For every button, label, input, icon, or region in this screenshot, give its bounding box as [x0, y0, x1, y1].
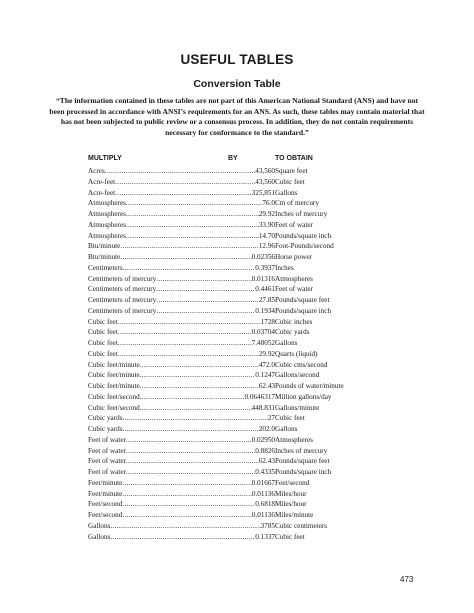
by-cell: 0.02356 [251, 253, 275, 261]
leader-cell [88, 252, 275, 263]
leader-cell [88, 295, 275, 306]
dot-leader [156, 284, 255, 295]
multiply-cell: Feet/second [88, 511, 123, 519]
multiply-cell: Feet/minute [88, 489, 123, 498]
leader-cell [88, 188, 275, 199]
multiply-cell: Atmospheres [88, 231, 126, 240]
by-cell: 0.1247 [255, 371, 275, 380]
table-row [88, 510, 378, 521]
leader-cell [88, 456, 275, 467]
multiply-cell: Feet/minute [88, 478, 123, 487]
leader-cell [88, 220, 275, 231]
leader-cell [88, 510, 275, 521]
leader-cell [88, 424, 275, 435]
to-obtain-cell: Atmospheres [275, 274, 313, 283]
to-obtain-cell: Inches of mercury [275, 446, 328, 455]
to-obtain-cell: Pounds of water/minute [275, 382, 344, 390]
multiply-cell: Centimeters of mercury [88, 296, 157, 304]
to-obtain-cell: Pounds/square inch [275, 231, 332, 240]
by-cell: 0.8826 [255, 446, 275, 455]
leader-cell [88, 403, 275, 414]
leader-cell [88, 478, 275, 489]
dot-leader [126, 456, 259, 467]
leader-cell [88, 532, 275, 543]
table-row [88, 220, 378, 231]
dot-leader [120, 241, 258, 252]
multiply-cell: Cubic feet [88, 317, 118, 326]
table-row [88, 252, 378, 263]
leader-cell [88, 263, 275, 274]
table-row [88, 284, 378, 295]
multiply-cell: Cubic feet [88, 328, 118, 337]
leader-cell [88, 435, 275, 446]
table-row [88, 231, 378, 242]
leader-cell [88, 499, 275, 510]
dot-leader [123, 424, 259, 435]
leader-cell [88, 413, 275, 424]
leader-cell [88, 209, 275, 220]
by-cell: 27 [267, 414, 275, 423]
dot-leader [118, 327, 252, 338]
to-obtain-cell: Gallons/second [275, 371, 320, 380]
leader-cell [88, 284, 275, 295]
leader-cell [88, 166, 275, 177]
table-row [88, 499, 378, 510]
multiply-cell: Cubic feet [88, 349, 118, 358]
by-cell: 472.0 [258, 360, 275, 369]
by-cell: 12.96 [258, 242, 275, 251]
multiply-cell: Acre-feet [88, 177, 116, 186]
to-obtain-cell: Cm of mercury [275, 199, 319, 208]
leader-cell [88, 349, 275, 360]
by-cell: 0.0646317 [244, 392, 275, 401]
page-number: 473 [400, 575, 414, 584]
to-obtain-cell: Cubic yards [275, 328, 310, 337]
to-obtain-cell: Quarts (liquid) [275, 349, 318, 358]
table-row [88, 521, 378, 532]
multiply-cell: Cubic yards [88, 414, 123, 423]
by-cell: 14.70 [258, 231, 275, 240]
table-row [88, 263, 378, 274]
to-obtain-cell: Atmospheres [275, 435, 313, 444]
table-row [88, 435, 378, 446]
leader-cell [88, 489, 275, 500]
by-cell: 76.0 [262, 199, 275, 208]
to-obtain-cell: Feet/second [275, 478, 310, 487]
table-row [88, 241, 378, 252]
dot-leader [118, 349, 259, 360]
dot-leader [140, 370, 256, 381]
by-cell: 0.01136 [251, 511, 275, 519]
table-row [88, 456, 378, 467]
leader-cell [88, 306, 275, 317]
by-cell: 202.0 [258, 425, 275, 433]
leader-cell [88, 177, 275, 188]
header-to-obtain: TO OBTAIN [275, 155, 313, 162]
dot-leader [122, 510, 252, 521]
dot-leader [126, 220, 259, 231]
dot-leader [122, 489, 252, 500]
multiply-cell: Feet of water [88, 468, 126, 476]
by-cell: 29.92 [258, 210, 275, 218]
by-cell: 29.92 [258, 349, 275, 358]
to-obtain-cell: Feet of water [275, 220, 313, 229]
multiply-cell: Feet of water [88, 435, 126, 444]
by-cell: 0.1337 [255, 532, 275, 541]
table-row [88, 489, 378, 500]
table-row [88, 295, 378, 306]
leader-cell [88, 446, 275, 457]
table-row [88, 306, 378, 317]
table-row [88, 177, 378, 188]
by-cell: 0.01316 [251, 274, 275, 283]
to-obtain-cell: Gallons [275, 425, 298, 433]
leader-cell [88, 467, 275, 478]
multiply-cell: Gallons [88, 532, 111, 541]
table-row [88, 338, 378, 349]
dot-leader [140, 392, 245, 403]
multiply-cell: Acre-feet [88, 188, 116, 197]
multiply-cell: Centimeters of mercury [88, 306, 157, 315]
table-row [88, 532, 378, 543]
to-obtain-cell: Pounds/square feet [275, 457, 330, 466]
dot-leader [123, 263, 256, 274]
by-cell: 0.3937 [255, 263, 275, 272]
dot-leader [105, 166, 255, 177]
table-row [88, 188, 378, 199]
to-obtain-cell: Million gallons/day [275, 392, 332, 401]
by-cell: 0.02950 [251, 435, 275, 444]
dot-leader [118, 317, 261, 328]
by-cell: 0.6818 [255, 500, 275, 509]
table-row [88, 317, 378, 328]
to-obtain-cell: Gallons [275, 188, 298, 197]
leader-cell [88, 327, 275, 338]
table-row [88, 274, 378, 285]
dot-leader [123, 413, 268, 424]
table-row [88, 166, 378, 177]
dot-leader [126, 209, 259, 220]
by-cell: 43,560 [255, 167, 275, 175]
dot-leader [115, 188, 252, 199]
disclaimer-notice: “The information contained in these tables are not part of this American National Standard (ANS) and have not been processed in accordance with ANSI’s requirements for an ANS. As such, these tables may contain material that has not been subjected to public review or a consensus process. In addition, they do not contain requirements necessary for conformance to the standard.” [49, 96, 425, 137]
dot-leader [126, 435, 252, 446]
to-obtain-cell: Foot-Pounds/second [275, 242, 334, 251]
dot-leader [140, 360, 259, 371]
to-obtain-cell: Horse power [275, 253, 312, 261]
dot-leader [122, 499, 255, 510]
leader-cell [88, 231, 275, 242]
leader-cell [88, 521, 275, 532]
to-obtain-cell: Cubic feet [275, 177, 305, 186]
by-cell: 0.4461 [255, 285, 275, 294]
multiply-cell: Cubic feet/second [88, 392, 140, 401]
header-by: BY [228, 155, 238, 162]
multiply-cell: Centimeters [88, 263, 123, 272]
dot-leader [156, 306, 255, 317]
by-cell: 325,851 [251, 188, 275, 197]
to-obtain-cell: Cubic cms/second [275, 360, 328, 369]
header-multiply: MULTIPLY [88, 155, 122, 162]
leader-cell [88, 392, 275, 403]
leader-cell [88, 370, 275, 381]
multiply-cell: Feet/second [88, 500, 123, 509]
multiply-cell: Cubic feet [88, 339, 118, 347]
dot-leader [156, 295, 259, 306]
by-cell: 27.85 [258, 296, 275, 304]
multiply-cell: Atmospheres [88, 220, 126, 229]
to-obtain-cell: Gallons [275, 339, 298, 347]
by-cell: 62.43 [258, 457, 275, 466]
multiply-cell: Cubic feet/minute [88, 360, 140, 369]
to-obtain-cell: Cubic centimeters [275, 521, 328, 530]
dot-leader [120, 252, 251, 263]
to-obtain-cell: Miles/hour [275, 489, 307, 498]
multiply-cell: Acres [88, 167, 105, 175]
table-row [88, 370, 378, 381]
by-cell: 43,560 [255, 177, 275, 186]
multiply-cell: Btu/minute [88, 253, 121, 261]
leader-cell [88, 241, 275, 252]
table-row [88, 467, 378, 478]
multiply-cell: Feet of water [88, 457, 126, 466]
to-obtain-cell: Gallons/minute [275, 403, 320, 412]
by-cell: 7.48052 [251, 339, 275, 347]
table-row [88, 209, 378, 220]
page-title: USEFUL TABLES [180, 52, 294, 67]
to-obtain-cell: Miles/hour [275, 500, 307, 509]
table-row [88, 413, 378, 424]
conversion-table [88, 166, 378, 542]
by-cell: 448.831 [251, 403, 275, 412]
dot-leader [140, 403, 252, 414]
leader-cell [88, 360, 275, 371]
dot-leader [126, 446, 255, 457]
to-obtain-cell: Pounds/square feet [275, 296, 330, 304]
by-cell: 1728 [260, 317, 275, 326]
table-row [88, 360, 378, 371]
to-obtain-cell: Inches [275, 263, 294, 272]
multiply-cell: Cubic feet/minute [88, 371, 140, 380]
leader-cell [88, 317, 275, 328]
dot-leader [140, 381, 259, 392]
by-cell: 0.01667 [251, 478, 275, 487]
table-row [88, 446, 378, 457]
to-obtain-cell: Pounds/square inch [275, 306, 332, 315]
dot-leader [118, 338, 252, 349]
leader-cell [88, 198, 275, 209]
multiply-cell: Cubic feet/second [88, 403, 140, 412]
multiply-cell: Cubic feet/minute [88, 382, 140, 390]
by-cell: 3785 [260, 521, 275, 530]
multiply-cell: Cubic yards [88, 425, 123, 433]
to-obtain-cell: Cubic feet [275, 414, 305, 423]
dot-leader [126, 198, 262, 209]
to-obtain-cell: Cubic feet [275, 532, 305, 541]
to-obtain-cell: Cubic inches [275, 317, 313, 326]
table-row [88, 381, 378, 392]
multiply-cell: Atmospheres [88, 199, 126, 208]
dot-leader [110, 532, 255, 543]
table-row [88, 198, 378, 209]
by-cell: 33.90 [258, 220, 275, 229]
leader-cell [88, 274, 275, 285]
to-obtain-cell: Square feet [275, 167, 308, 175]
by-cell: 0.01136 [251, 489, 275, 498]
leader-cell [88, 338, 275, 349]
multiply-cell: Gallons [88, 521, 111, 530]
dot-leader [156, 274, 251, 285]
table-row [88, 403, 378, 414]
table-row [88, 392, 378, 403]
to-obtain-cell: Inches of mercury [275, 210, 328, 218]
multiply-cell: Centimeters of mercury [88, 285, 157, 294]
multiply-cell: Btu/minute [88, 242, 121, 251]
by-cell: 0.4335 [255, 468, 275, 476]
to-obtain-cell: Feet of water [275, 285, 313, 294]
by-cell: 62.43 [258, 382, 275, 390]
table-row [88, 424, 378, 435]
dot-leader [110, 521, 260, 532]
to-obtain-cell: Miles/minute [275, 511, 314, 519]
to-obtain-cell: Pounds/square inch [275, 468, 332, 476]
multiply-cell: Feet of water [88, 446, 126, 455]
dot-leader [122, 478, 251, 489]
multiply-cell: Atmospheres [88, 210, 126, 218]
leader-cell [88, 381, 275, 392]
table-row [88, 327, 378, 338]
by-cell: 0.1934 [255, 306, 275, 315]
dot-leader [115, 177, 255, 188]
dot-leader [126, 231, 259, 242]
dot-leader [126, 467, 255, 478]
multiply-cell: Centimeters of mercury [88, 274, 157, 283]
table-subtitle: Conversion Table [193, 78, 281, 90]
table-row [88, 349, 378, 360]
by-cell: 0.03704 [251, 328, 275, 337]
table-row [88, 478, 378, 489]
